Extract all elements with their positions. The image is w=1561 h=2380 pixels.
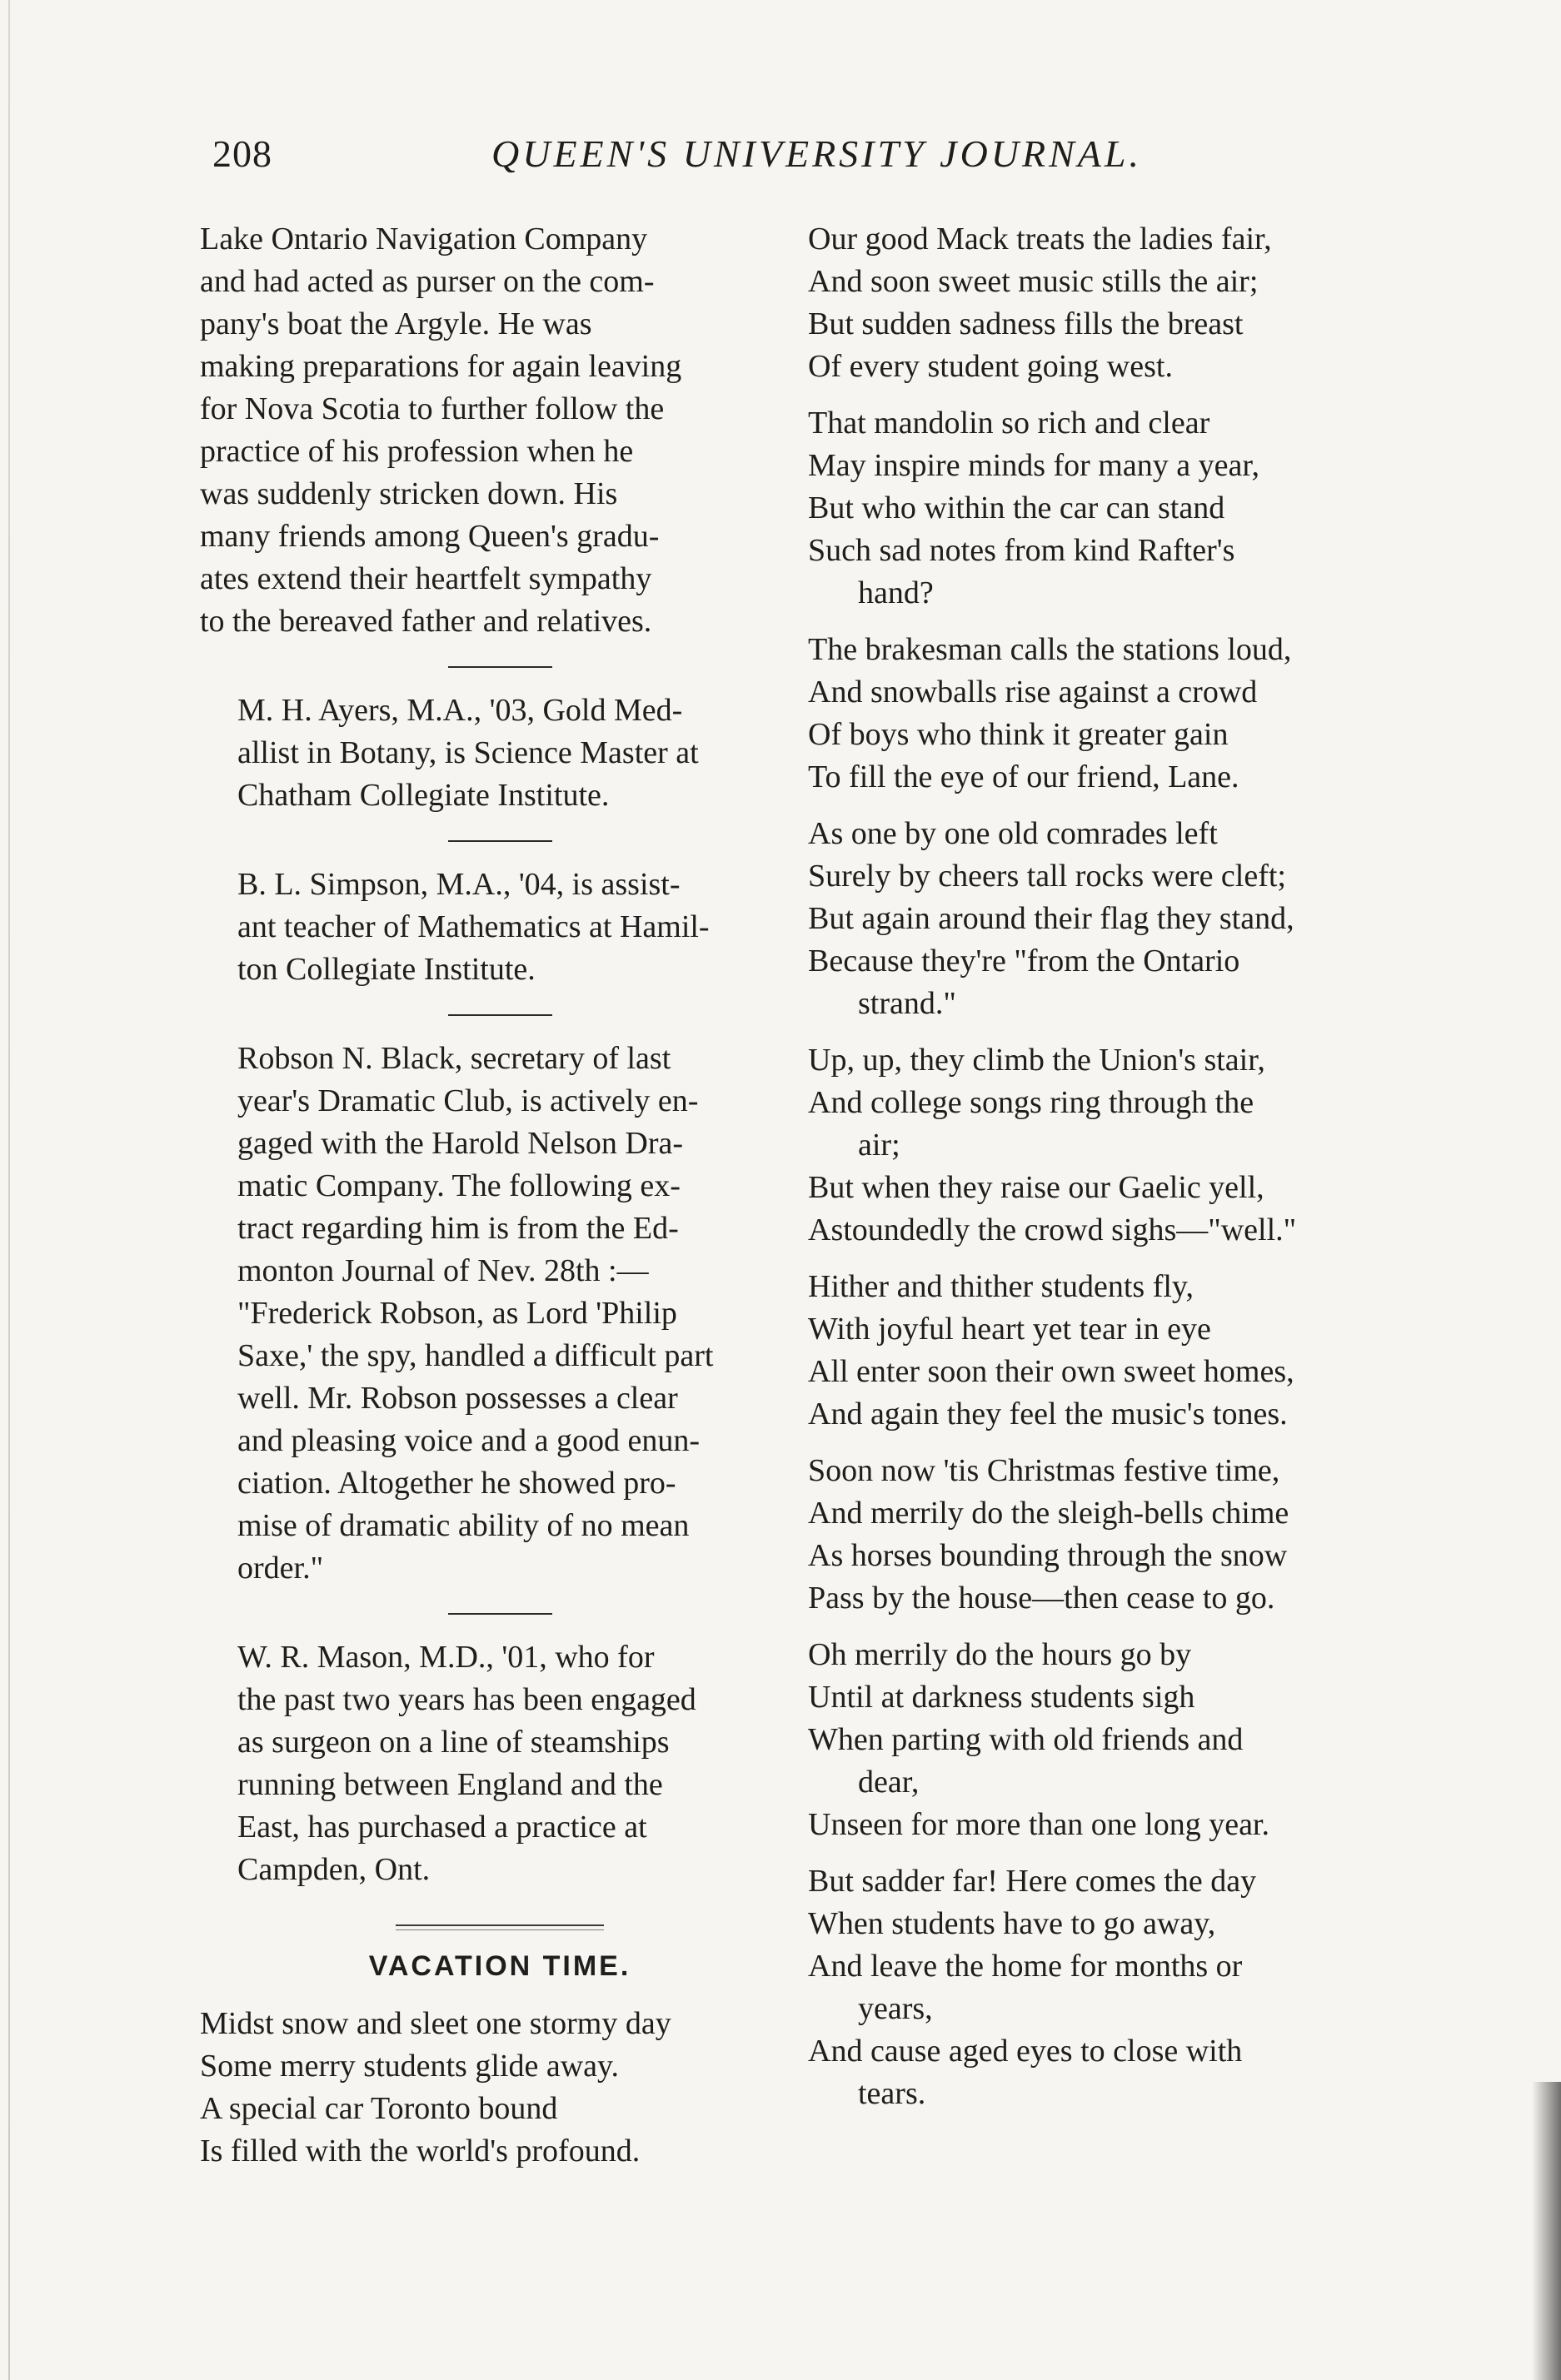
poem-line: When parting with old friends and xyxy=(808,1722,1244,1757)
poem-stanza xyxy=(808,1450,1437,1620)
section-divider xyxy=(448,666,552,668)
text-line: Saxe,' the spy, handled a difficult part xyxy=(237,1338,714,1373)
text-line: Robson N. Black, secretary of last xyxy=(237,1041,671,1076)
poem-line: And leave the home for months or xyxy=(808,1949,1243,1984)
poem-line: The brakesman calls the stations loud, xyxy=(808,632,1292,667)
ayers-paragraph xyxy=(200,690,800,817)
poem-line: That mandolin so rich and clear xyxy=(808,406,1210,441)
text-line: "Frederick Robson, as Lord 'Philip xyxy=(237,1296,677,1331)
text-line: allist in Botany, is Science Master at xyxy=(237,735,699,770)
poem-line: hand? xyxy=(858,575,934,610)
text-line: W. R. Mason, M.D., '01, who for xyxy=(237,1640,655,1675)
poem-stanza xyxy=(808,402,1437,615)
binding-edge xyxy=(8,0,10,2380)
poem-line: Pass by the house—then cease to go. xyxy=(808,1581,1275,1616)
text-line: ant teacher of Mathematics at Hamil- xyxy=(237,909,710,944)
poem-stanza xyxy=(808,1634,1437,1846)
poem-stanza xyxy=(808,629,1437,799)
poem-line: strand." xyxy=(858,986,956,1021)
poem-line: Of boys who think it greater gain xyxy=(808,717,1229,752)
poem-line: tears. xyxy=(858,2076,926,2111)
section-double-rule xyxy=(396,1924,604,1930)
text-line: year's Dramatic Club, is actively en- xyxy=(237,1083,699,1118)
section-divider xyxy=(448,840,552,842)
text-line: order." xyxy=(237,1551,324,1586)
poem-stanza xyxy=(808,1266,1437,1436)
text-line: for Nova Scotia to further follow the xyxy=(200,391,665,426)
left-column xyxy=(200,218,800,2187)
text-line: ton Collegiate Institute. xyxy=(237,952,536,987)
poem-line: As one by one old comrades left xyxy=(808,816,1218,851)
quote-paragraph xyxy=(200,1292,800,1590)
text-line: Chatham Collegiate Institute. xyxy=(237,778,610,813)
poem-line: A special car Toronto bound xyxy=(200,2091,558,2126)
poem-line: But when they raise our Gaelic yell, xyxy=(808,1170,1264,1205)
text-line: and pleasing voice and a good enun- xyxy=(237,1423,701,1458)
text-line: ciation. Altogether he showed pro- xyxy=(237,1466,676,1501)
black-paragraph xyxy=(200,1038,800,1292)
text-line: as surgeon on a line of steamships xyxy=(237,1725,670,1760)
text-line: monton Journal of Nev. 28th :— xyxy=(237,1253,649,1288)
poem-line: All enter soon their own sweet homes, xyxy=(808,1354,1294,1389)
text-line: Campden, Ont. xyxy=(237,1852,431,1887)
poem-stanza xyxy=(808,813,1437,1025)
poem-line: Such sad notes from kind Rafter's xyxy=(808,533,1235,568)
page-edge-shadow xyxy=(1532,2082,1561,2380)
poem-line: To fill the eye of our friend, Lane. xyxy=(808,759,1239,794)
text-line: tract regarding him is from the Ed- xyxy=(237,1211,679,1246)
text-line: matic Company. The following ex- xyxy=(237,1168,681,1203)
text-line: pany's boat the Argyle. He was xyxy=(200,306,592,341)
obituary-paragraph xyxy=(200,218,800,643)
poem-line: air; xyxy=(858,1128,900,1163)
text-line: East, has purchased a practice at xyxy=(237,1810,647,1845)
text-line: was suddenly stricken down. His xyxy=(200,476,618,511)
journal-title: QUEEN'S UNIVERSITY JOURNAL. xyxy=(491,132,1142,175)
text-line: making preparations for again leaving xyxy=(200,349,682,384)
poem-line: And snowballs rise against a crowd xyxy=(808,675,1258,710)
poem-stanza xyxy=(200,2003,800,2173)
text-line: many friends among Queen's gradu- xyxy=(200,519,660,554)
poem-line: And merrily do the sleigh-bells chime xyxy=(808,1496,1289,1531)
poem-line: Because they're "from the Ontario xyxy=(808,944,1240,978)
text-line: gaged with the Harold Nelson Dra- xyxy=(237,1126,684,1161)
text-line: mise of dramatic ability of no mean xyxy=(237,1508,690,1543)
poem-line: Is filled with the world's profound. xyxy=(200,2134,641,2168)
poem-line: Unseen for more than one long year. xyxy=(808,1807,1269,1842)
poem-line: And cause aged eyes to close with xyxy=(808,2034,1243,2069)
right-column xyxy=(808,218,1437,2129)
poem-line: When students have to go away, xyxy=(808,1906,1216,1941)
poem-line: Up, up, they climb the Union's stair, xyxy=(808,1043,1265,1078)
simpson-paragraph xyxy=(200,864,800,991)
poem-line: But sadder far! Here comes the day xyxy=(808,1864,1257,1899)
poem-stanza xyxy=(808,1039,1437,1252)
poem-stanza xyxy=(808,1860,1437,2115)
poem-line: years, xyxy=(858,1991,933,2026)
poem-line: Midst snow and sleet one stormy day xyxy=(200,2006,671,2041)
text-line: the past two years has been engaged xyxy=(237,1682,696,1717)
mason-paragraph xyxy=(200,1636,800,1891)
poem-line: dear, xyxy=(858,1765,920,1800)
text-line: to the bereaved father and relatives. xyxy=(200,604,652,639)
poem-line: Of every student going west. xyxy=(808,349,1173,384)
poem-line: Soon now 'tis Christmas festive time, xyxy=(808,1453,1280,1488)
text-line: practice of his profession when he xyxy=(200,434,634,469)
poem-line: Some merry students glide away. xyxy=(200,2049,620,2084)
poem-line: But sudden sadness fills the breast xyxy=(808,306,1244,341)
poem-heading: VACATION TIME. xyxy=(368,1950,631,1982)
poem-line: And college songs ring through the xyxy=(808,1085,1254,1120)
poem-line: With joyful heart yet tear in eye xyxy=(808,1312,1211,1347)
poem-line: Until at darkness students sigh xyxy=(808,1680,1195,1715)
poem-line: And again they feel the music's tones. xyxy=(808,1397,1288,1431)
text-line: and had acted as purser on the com- xyxy=(200,264,655,299)
poem-line: But again around their flag they stand, xyxy=(808,901,1294,936)
section-divider xyxy=(448,1014,552,1016)
text-line: running between England and the xyxy=(237,1767,663,1802)
poem-line: Our good Mack treats the ladies fair, xyxy=(808,222,1272,256)
section-divider xyxy=(448,1613,552,1615)
poem-line: As horses bounding through the snow xyxy=(808,1538,1288,1573)
poem-line: Surely by cheers tall rocks were cleft; xyxy=(808,859,1286,894)
poem-line: And soon sweet music stills the air; xyxy=(808,264,1259,299)
page-header xyxy=(0,132,1561,190)
poem-line: But who within the car can stand xyxy=(808,490,1225,525)
text-line: Lake Ontario Navigation Company xyxy=(200,222,648,256)
poem-line: Astoundedly the crowd sighs—"well." xyxy=(808,1212,1297,1247)
poem-line: Hither and thither students fly, xyxy=(808,1269,1194,1304)
poem-line: May inspire minds for many a year, xyxy=(808,448,1259,483)
poem-line: Oh merrily do the hours go by xyxy=(808,1637,1192,1672)
text-line: B. L. Simpson, M.A., '04, is assist- xyxy=(237,867,681,902)
poem-stanza xyxy=(808,218,1437,388)
text-line: ates extend their heartfelt sympathy xyxy=(200,561,652,596)
text-line: M. H. Ayers, M.A., '03, Gold Med- xyxy=(237,693,683,728)
page-number: 208 xyxy=(212,132,272,175)
text-line: well. Mr. Robson possesses a clear xyxy=(237,1381,678,1416)
